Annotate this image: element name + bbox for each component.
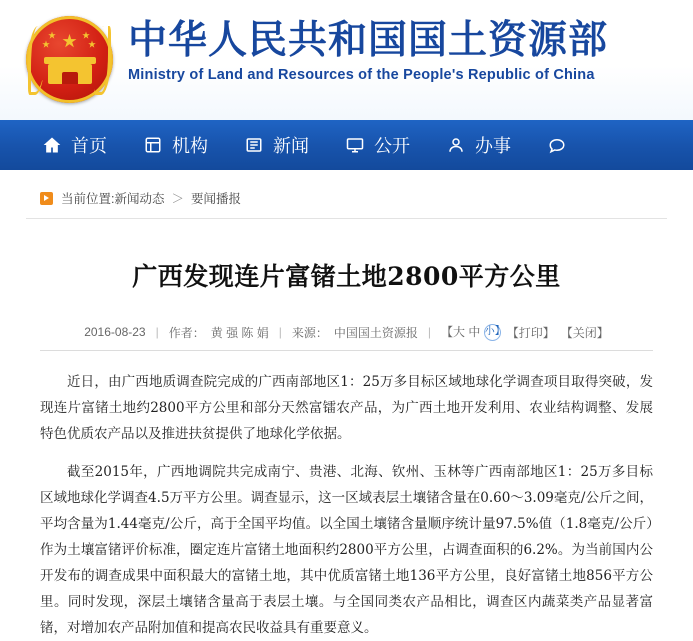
font-size-medium[interactable]: 中 (468, 325, 481, 339)
article-author-label: 作者： (168, 325, 205, 340)
breadcrumb-item-headlines[interactable]: 要闻播报 (191, 192, 242, 206)
nav-label-organization: 机构 (172, 136, 208, 156)
article-author: 黄 强 陈 娟 (210, 325, 269, 340)
print-button[interactable]: 【打印】 (506, 325, 555, 340)
home-icon (42, 135, 62, 155)
breadcrumb-item-news[interactable]: 新闻动态 (114, 192, 165, 206)
article-body (40, 369, 653, 641)
article (26, 257, 667, 641)
article-meta (40, 323, 653, 351)
article-source-label: 来源： (291, 325, 328, 340)
nav-label-services: 办事 (475, 136, 511, 156)
article-date: 2016-08-23 (84, 325, 146, 340)
article-paragraph-2: 截至2015年，广西地调院共完成南宁、贵港、北海、钦州、玉林等广西南部地区1：25万多目标区域地球化学调查4.5万平方公里。调查显示，这一区域表层土壤锗含量在0.60～3.09毫克/公斤之间，平均含量为1.44毫克/公斤，高于全国平均值。以全国土壤锗含量顺序统计量97.5%值（1.8毫克/公斤）作为土壤富锗评价标准，圈定连片富锗土地面积约2800平方公里，占调查面积的6.2%。为当前国内公开发布的调查成果中面积最大的富锗土地，其中优质富锗土地136平方公里，良好富锗土地856平方公里。同时发现，深层土壤锗含量高于表层土壤。与全国同类农产品相比，调查区内蔬菜类产品显著富锗，对增加农产品附加值和提高农民收益具有重要意义。 (40, 464, 653, 637)
meta-divider-3: | (427, 325, 432, 340)
site-header (0, 0, 693, 120)
nav-item-disclosure[interactable] (345, 132, 410, 158)
monitor-icon (345, 135, 365, 155)
national-emblem-icon: ★ ★ ★ ★ ★ (22, 12, 117, 107)
main-navigation[interactable] (0, 120, 693, 170)
nav-item-services[interactable] (446, 132, 511, 158)
nav-item-interaction[interactable] (547, 135, 576, 155)
article-source: 中国国土资源报 (333, 325, 418, 340)
article-title: 广西发现连片富锗土地2800平方公里 (132, 262, 561, 291)
font-size-small[interactable]: 小】 (484, 324, 501, 341)
nav-label-news: 新闻 (273, 136, 309, 156)
meta-divider-1: | (155, 325, 159, 340)
grid-icon (143, 135, 163, 155)
nav-item-organization[interactable] (143, 132, 208, 158)
nav-label-disclosure: 公开 (374, 136, 410, 156)
user-icon (446, 135, 466, 155)
close-button[interactable]: 【关闭】 (560, 325, 609, 340)
page-content (0, 178, 693, 641)
nav-label-home: 首页 (71, 136, 107, 156)
meta-divider-2: | (278, 325, 282, 340)
news-icon (244, 135, 264, 155)
chat-icon (547, 135, 567, 155)
site-title-cn: 中华人民共和国国土资源部 (128, 17, 609, 63)
site-title-en: Ministry of Land and Resources of the People's Republic of China (128, 67, 595, 83)
breadcrumb-separator: ＞ (171, 192, 185, 206)
article-paragraph-1: 近日，由广西地质调查院完成的广西南部地区1：25万多目标区域地球化学调查项目取得突破，发现连片富锗土地约2800平方公里和部分天然富镭农产品，为广西土地开发利用、农业结构调整、发展特色优质农产品以及推进扶贫提供了地球化学依据。 (40, 374, 653, 443)
breadcrumb-arrow-icon (40, 192, 53, 205)
nav-item-news[interactable] (244, 132, 309, 158)
font-size-controls[interactable] (441, 323, 505, 341)
site-title-block (128, 16, 608, 83)
breadcrumb (26, 178, 667, 219)
nav-item-home[interactable] (42, 132, 107, 158)
breadcrumb-prefix: 当前位置: (61, 192, 115, 206)
font-size-large[interactable]: 【大 (441, 325, 466, 339)
